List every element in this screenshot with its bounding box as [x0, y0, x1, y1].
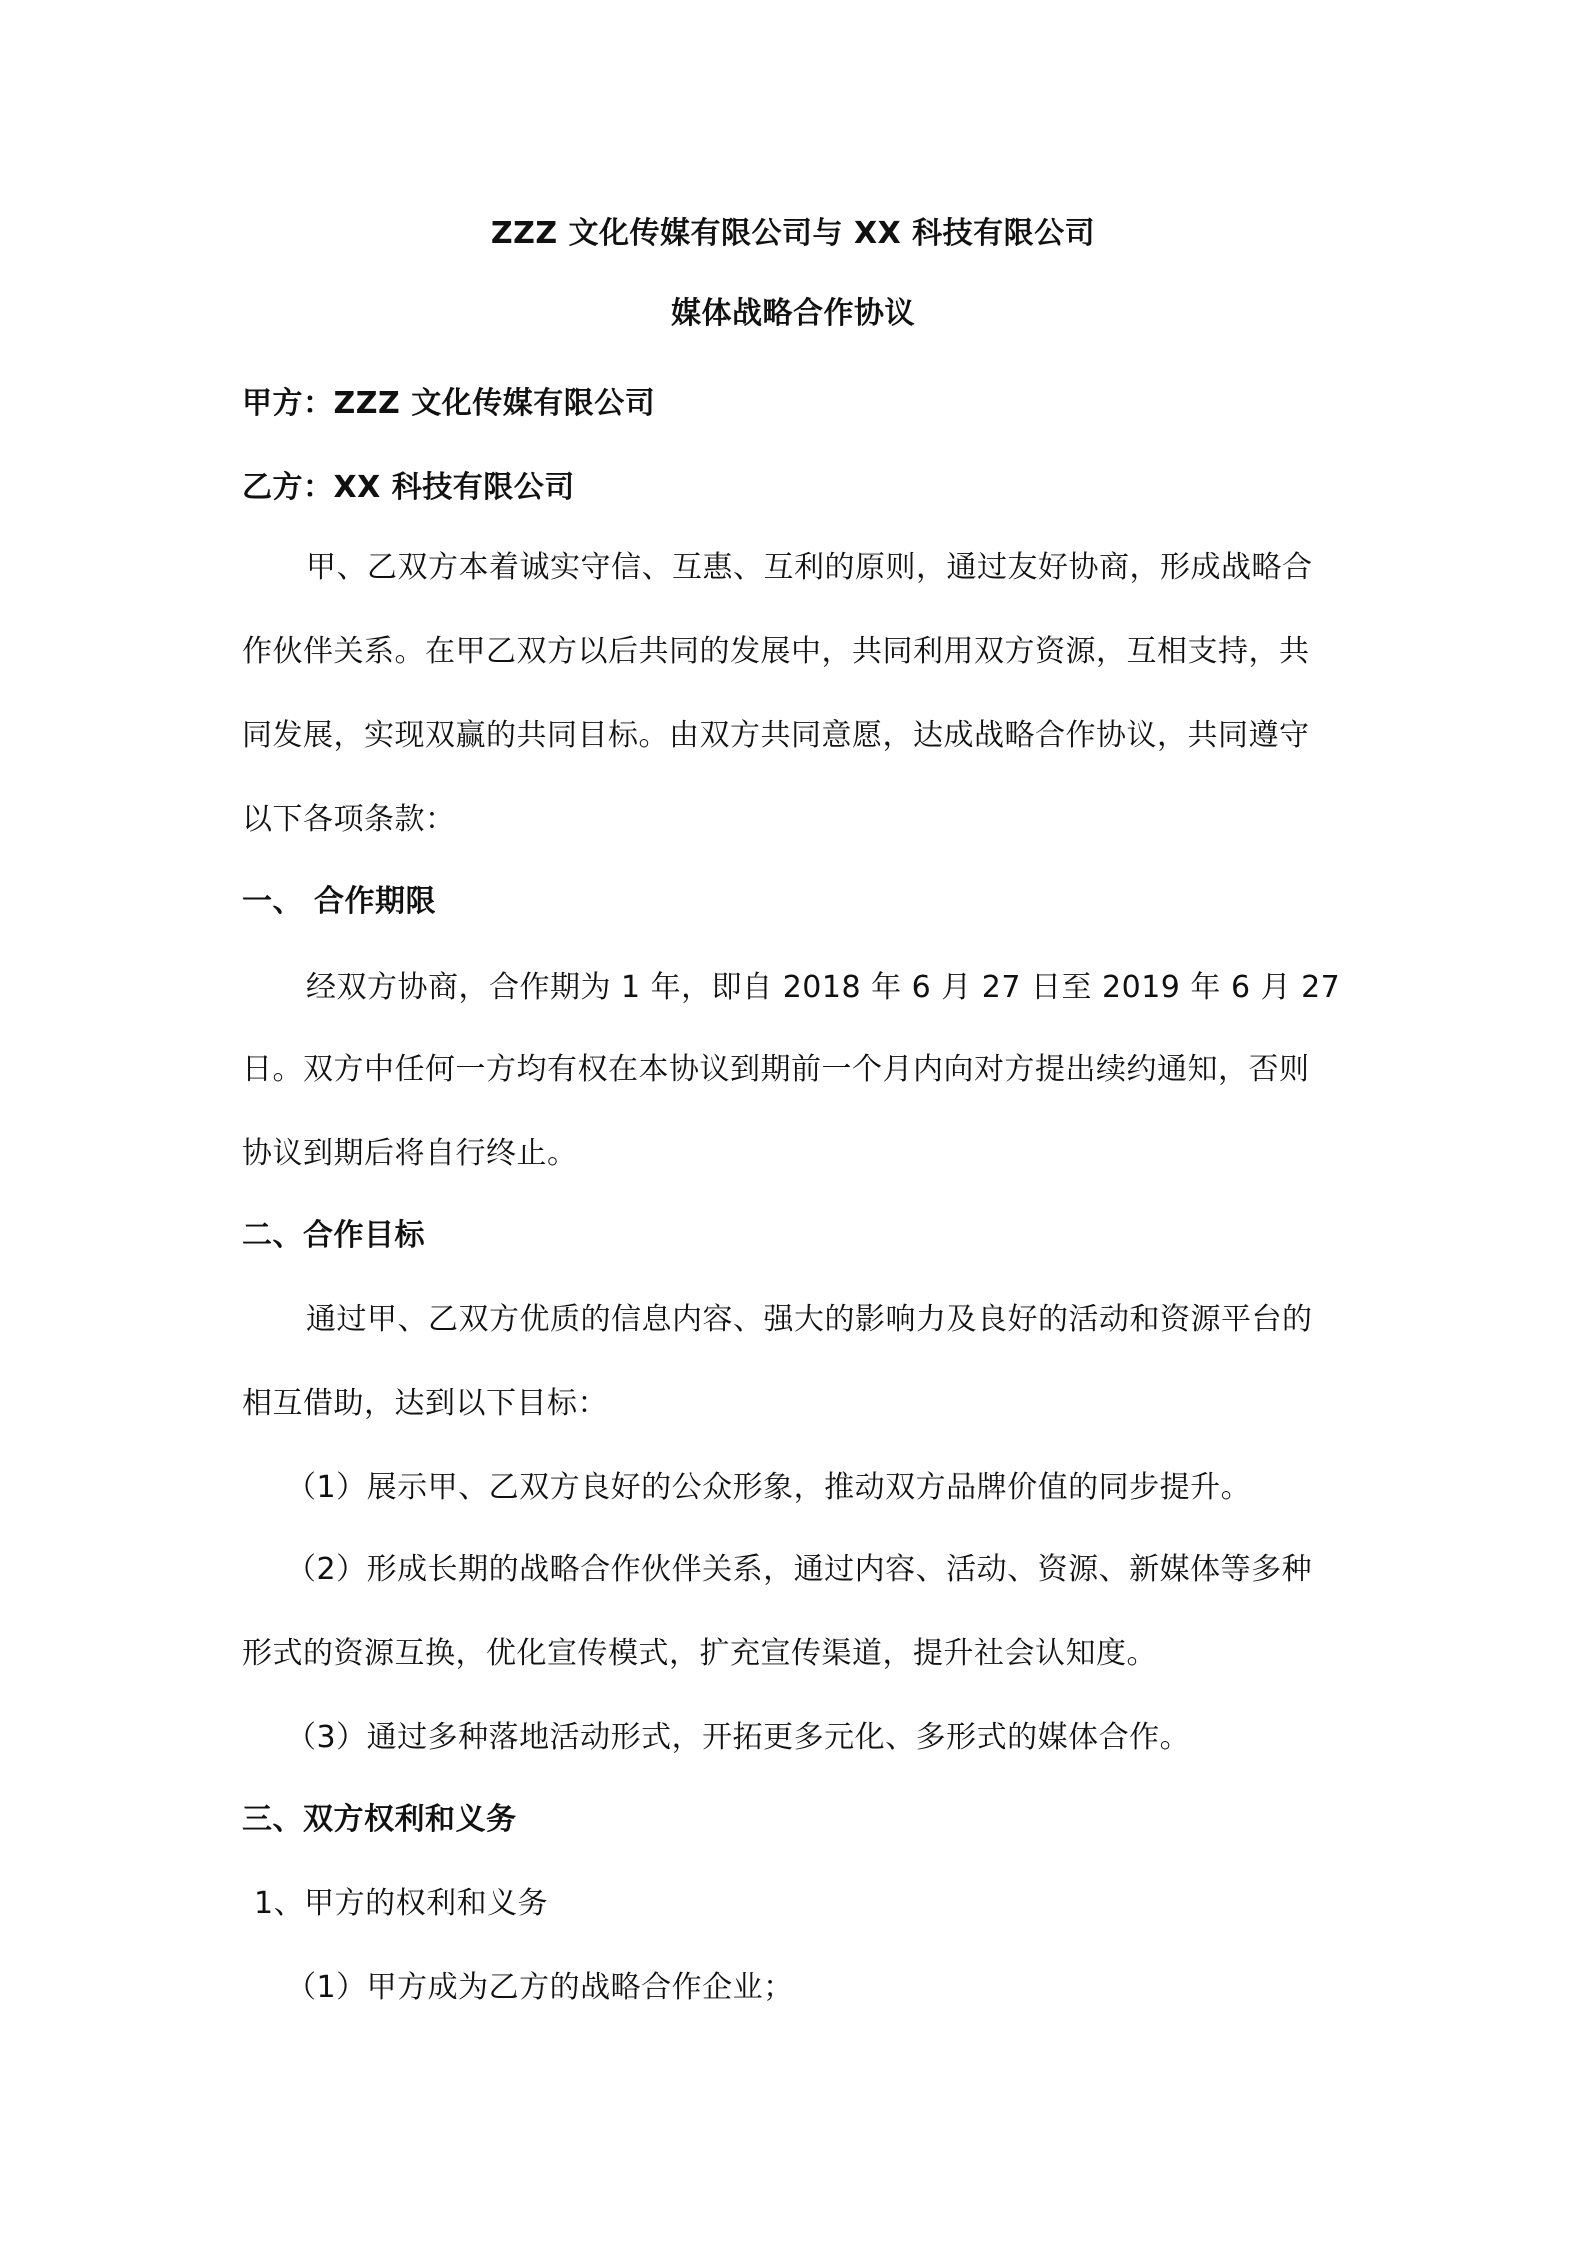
section-body-line: 经双方协商，合作期为 1 年，即自 2018 年 6 月 27 日至 2019 年 6 月 27	[306, 970, 1341, 1005]
document-title: ZZZ 文化传媒有限公司与 XX 科技有限公司	[490, 216, 1096, 251]
rights-item: （1）甲方成为乙方的战略合作企业；	[286, 1970, 794, 2005]
goal-item-continuation: 形式的资源互换，优化宣传模式，扩充宣传渠道，提升社会认知度。	[242, 1636, 1157, 1671]
party-a: 甲方：ZZZ 文化传媒有限公司	[242, 386, 656, 421]
goal-item: （2）形成长期的战略合作伙伴关系，通过内容、活动、资源、新媒体等多种	[286, 1552, 1313, 1587]
intro-paragraph-line: 作伙伴关系。在甲乙双方以后共同的发展中，共同利用双方资源，互相支持，共	[242, 634, 1310, 669]
document-subtitle: 媒体战略合作协议	[671, 296, 915, 331]
intro-paragraph-line: 甲、乙双方本着诚实守信、互惠、互利的原则，通过友好协商，形成战略合	[306, 550, 1313, 585]
section-body-line: 通过甲、乙双方优质的信息内容、强大的影响力及良好的活动和资源平台的	[306, 1302, 1313, 1337]
section-body-line: 相互借助，达到以下目标：	[242, 1386, 608, 1421]
intro-paragraph-line: 同发展，实现双赢的共同目标。由双方共同意愿，达成战略合作协议，共同遵守	[242, 718, 1310, 753]
section-heading-goals: 二、合作目标	[242, 1218, 425, 1253]
party-b: 乙方：XX 科技有限公司	[242, 470, 575, 505]
section-heading-term: 一、 合作期限	[242, 884, 436, 919]
goal-item: （1）展示甲、乙双方良好的公众形象，推动双方品牌价值的同步提升。	[286, 1470, 1252, 1505]
subsection-heading: 1、甲方的权利和义务	[254, 1886, 549, 1921]
section-body-line: 协议到期后将自行终止。	[242, 1136, 578, 1171]
intro-paragraph-line: 以下各项条款：	[242, 802, 456, 837]
goal-item: （3）通过多种落地活动形式，开拓更多元化、多形式的媒体合作。	[286, 1720, 1191, 1755]
section-heading-rights: 三、双方权利和义务	[242, 1802, 517, 1837]
section-body-line: 日。双方中任何一方均有权在本协议到期前一个月内向对方提出续约通知，否则	[242, 1052, 1310, 1087]
